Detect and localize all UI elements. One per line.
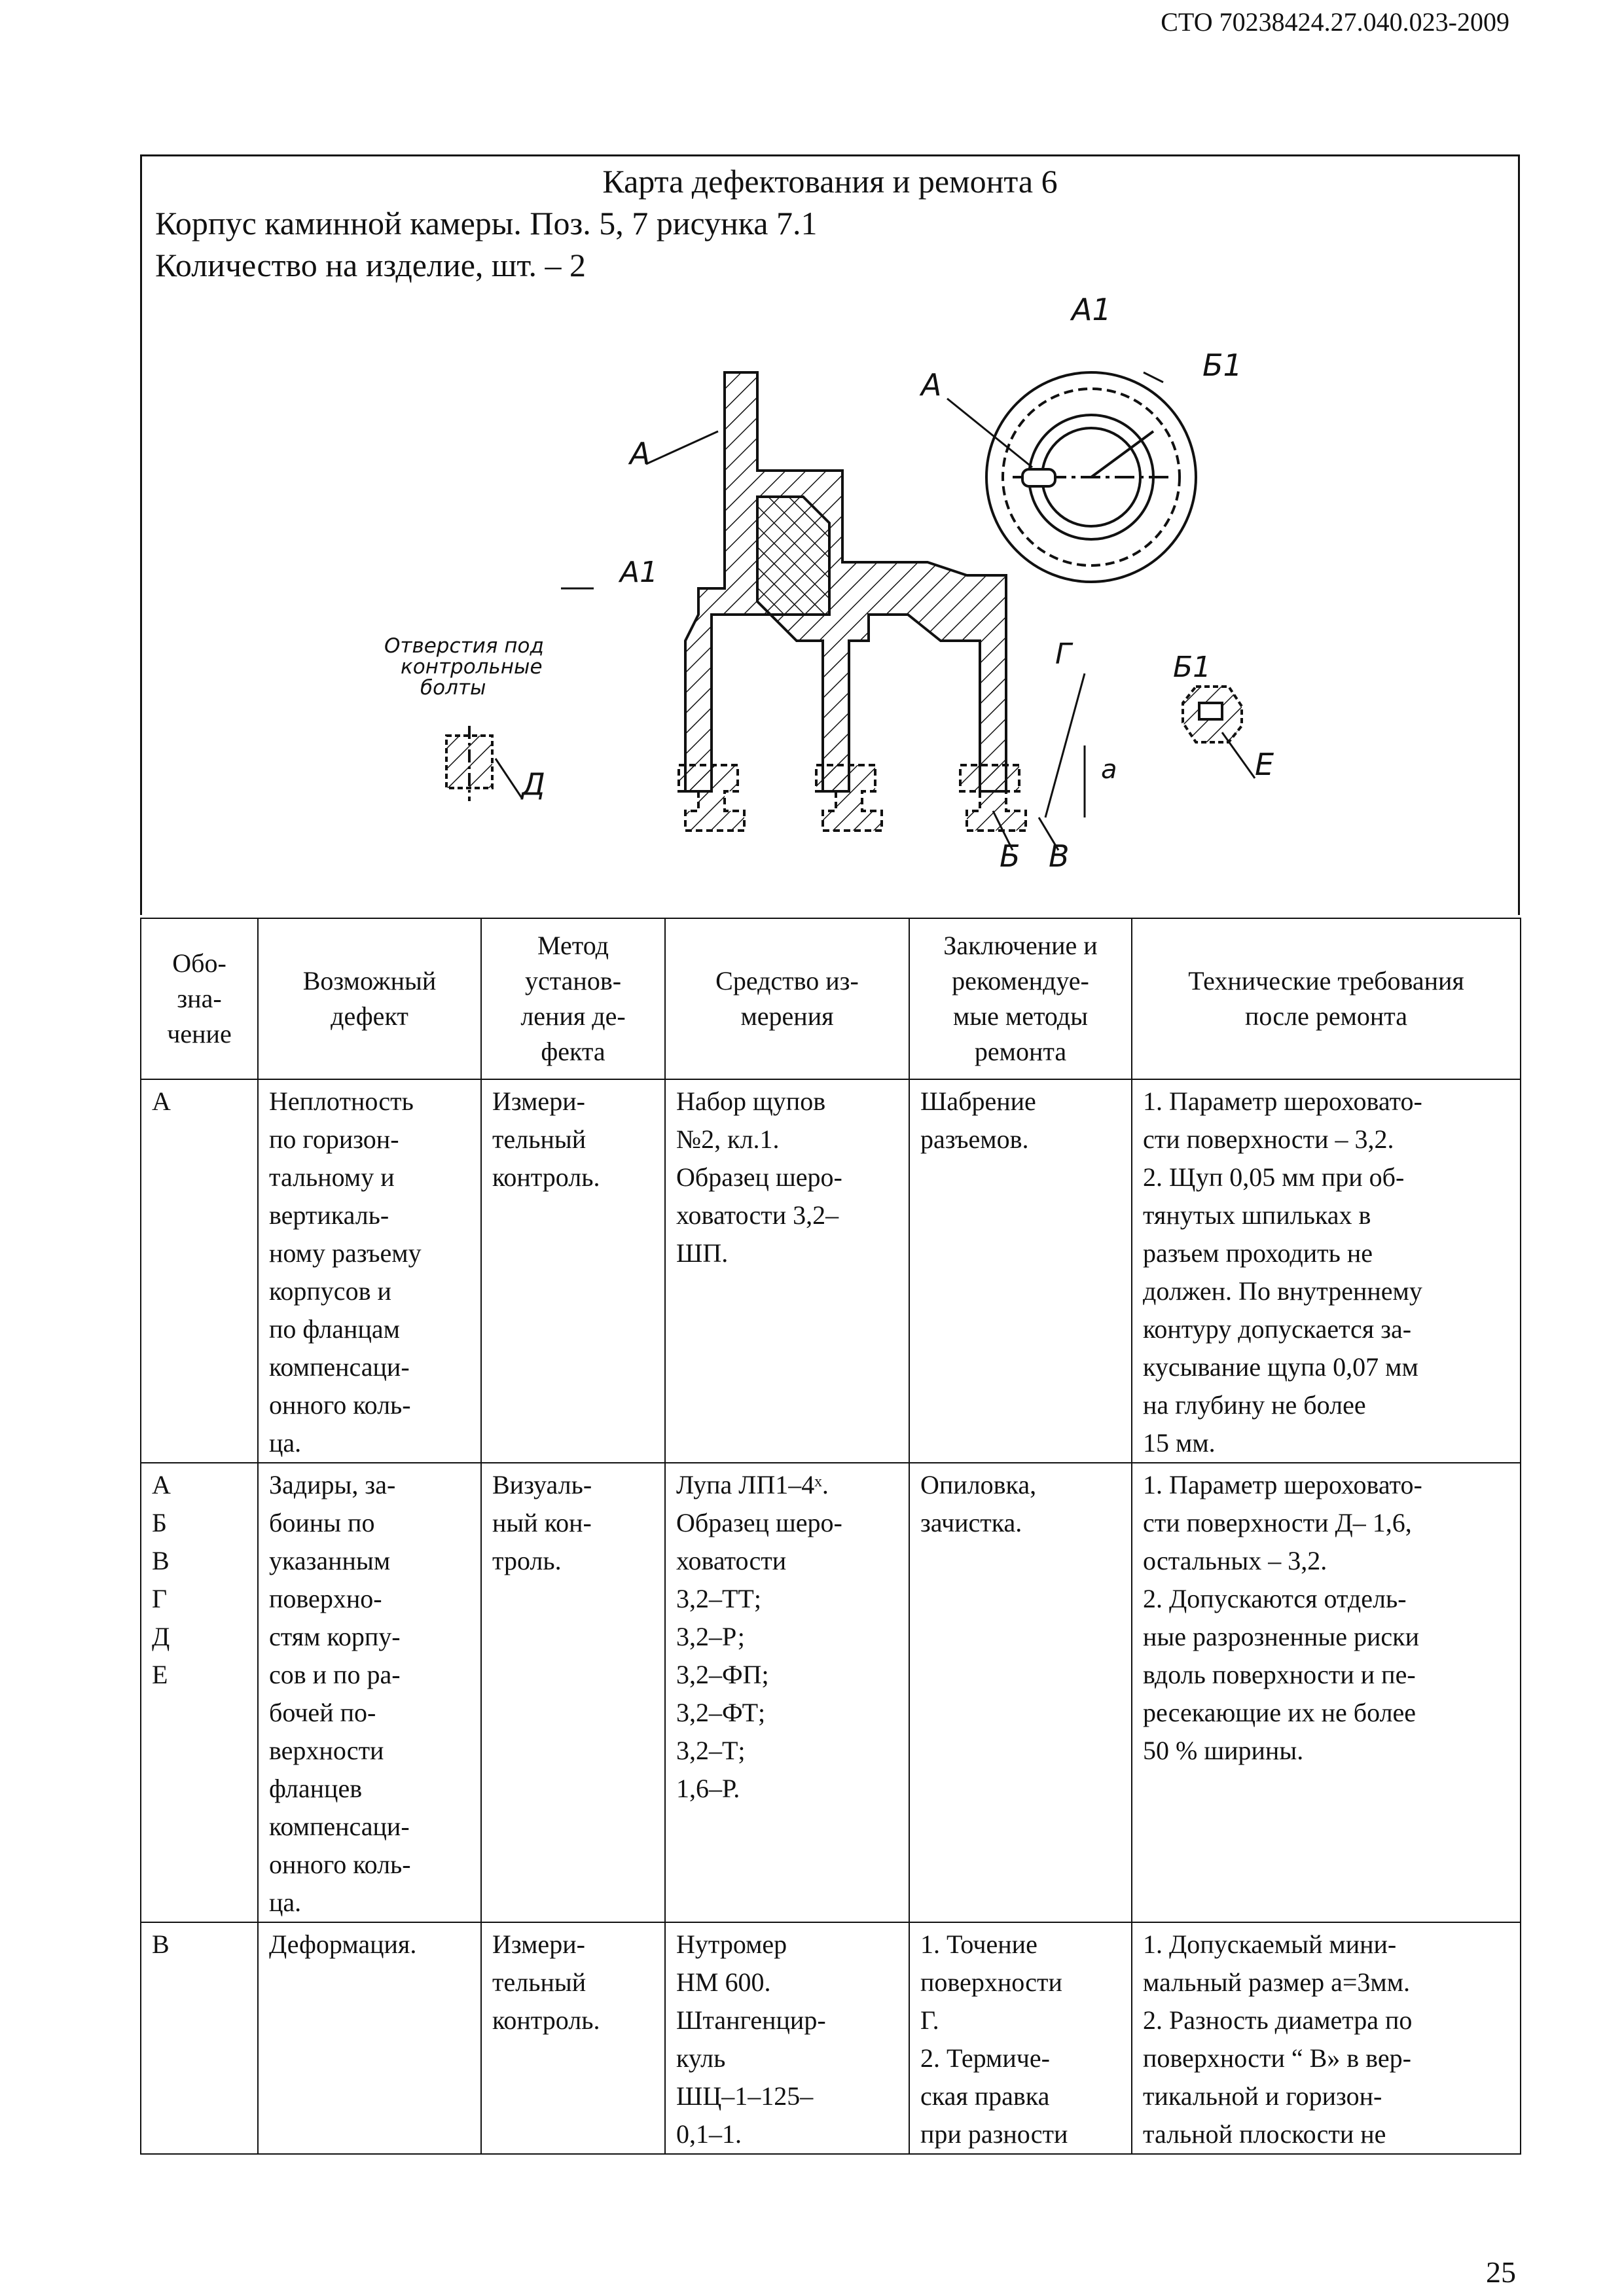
defect-table [140, 918, 1521, 2155]
ring-view [986, 372, 1196, 582]
housing-section [679, 372, 1026, 831]
label-b1-detail: Б1 [1173, 651, 1212, 684]
label-b1-ring: Б1 [1202, 348, 1242, 383]
table-row [141, 1463, 1521, 1922]
label-e: Е [1255, 747, 1274, 782]
holes-note-line3: болты [420, 676, 486, 700]
cell-designation: А [141, 1079, 258, 1463]
cell-designation: В [141, 1922, 258, 2154]
cell-method: Визуаль- ный кон- троль. [481, 1463, 665, 1922]
label-b: Б [1000, 838, 1020, 874]
document-code: СТО 70238424.27.040.023-2009 [1161, 7, 1509, 37]
cell-requirements: 1. Параметр шероховато- сти поверхности Д– 1,6, остальных – 3,2. 2. Допускаются отдель- ные разрозненные риски вдоль поверхности и пе- ресекающие их не более 50 % ширины. [1132, 1463, 1521, 1922]
cell-defect: Задиры, за- боины по указанным поверхно- стям корпу- сов и по ра- бочей по- верхности фланцев компенсаци- онного коль- ца. [258, 1463, 481, 1922]
cell-means: Нутромер НМ 600. Штангенцир- куль ШЦ–1–125– 0,1–1. [665, 1922, 909, 2154]
card-quantity: Количество на изделие, шт. – 2 [155, 247, 586, 283]
cell-defect: Деформация. [258, 1922, 481, 2154]
label-a1-top: А1 [1072, 292, 1111, 327]
holes-note-line1: Отверстия под [384, 634, 544, 658]
cell-conclusion: Опиловка, зачистка. [909, 1463, 1132, 1922]
table-header-row [141, 918, 1521, 1079]
cell-conclusion: 1. Точение поверхности Г. 2. Термиче- ская правка при разности [909, 1922, 1132, 2154]
label-d: Д [522, 766, 545, 802]
cell-means: Набор щупов №2, кл.1. Образец шеро- ховатости 3,2– ШП. [665, 1079, 909, 1463]
card-subtitle: Корпус каминной камеры. Поз. 5, 7 рисунка 7.1 [155, 205, 818, 242]
page-number: 25 [1486, 2255, 1516, 2289]
header-requirements: Технические требования после ремонта [1132, 918, 1521, 1079]
cell-requirements: 1. Допускаемый мини- мальный размер а=3мм. 2. Разность диаметра по поверхности “ В» в вер- тикальной и горизон- тальной плоскости не [1132, 1922, 1521, 2154]
label-a1-arrow: А1 [620, 556, 659, 589]
header-designation: Обо- зна- чение [141, 918, 258, 1079]
cell-conclusion: Шабрение разъемов. [909, 1079, 1132, 1463]
header-conclusion: Заключение и рекомендуе- мые методы ремонта [909, 918, 1132, 1079]
cell-designation: А Б В Г Д Е [141, 1463, 258, 1922]
label-a-dim: а [1101, 755, 1117, 785]
cell-requirements: 1. Параметр шероховато- сти поверхности – 3,2. 2. Щуп 0,05 мм при об- тянутых шпильках в разъем проходить не должен. По внутреннему контуру допускается за- кусывание щупа 0,07 мм на глубину не более 15 мм. [1132, 1079, 1521, 1463]
label-v: В [1049, 838, 1070, 874]
technical-drawing [142, 156, 1522, 916]
label-a-body: А [630, 436, 651, 471]
header-defect: Возможный дефект [258, 918, 481, 1079]
label-a-ring: А [921, 367, 942, 403]
header-means: Средство из- мерения [665, 918, 909, 1079]
card-title: Карта дефектования и ремонта 6 [602, 163, 1058, 200]
label-g: Г [1055, 637, 1072, 671]
cell-means: Лупа ЛП1–4ˣ. Образец шеро- ховатости 3,2–ТТ; 3,2–Р; 3,2–ФП; 3,2–ФТ; 3,2–Т; 1,6–Р. [665, 1463, 909, 1922]
defect-card [140, 154, 1520, 915]
cell-method: Измери- тельный контроль. [481, 1079, 665, 1463]
detail-b1 [1183, 687, 1242, 742]
hole-detail [446, 726, 492, 801]
header-method: Метод установ- ления де- фекта [481, 918, 665, 1079]
holes-note-line2: контрольные [401, 655, 543, 679]
cell-method: Измери- тельный контроль. [481, 1922, 665, 2154]
table-row [141, 1922, 1521, 2154]
table-row [141, 1079, 1521, 1463]
cell-defect: Неплотность по горизон- тальному и вертикаль- ному разъему корпусов и по фланцам компенсаци- онного коль- ца. [258, 1079, 481, 1463]
